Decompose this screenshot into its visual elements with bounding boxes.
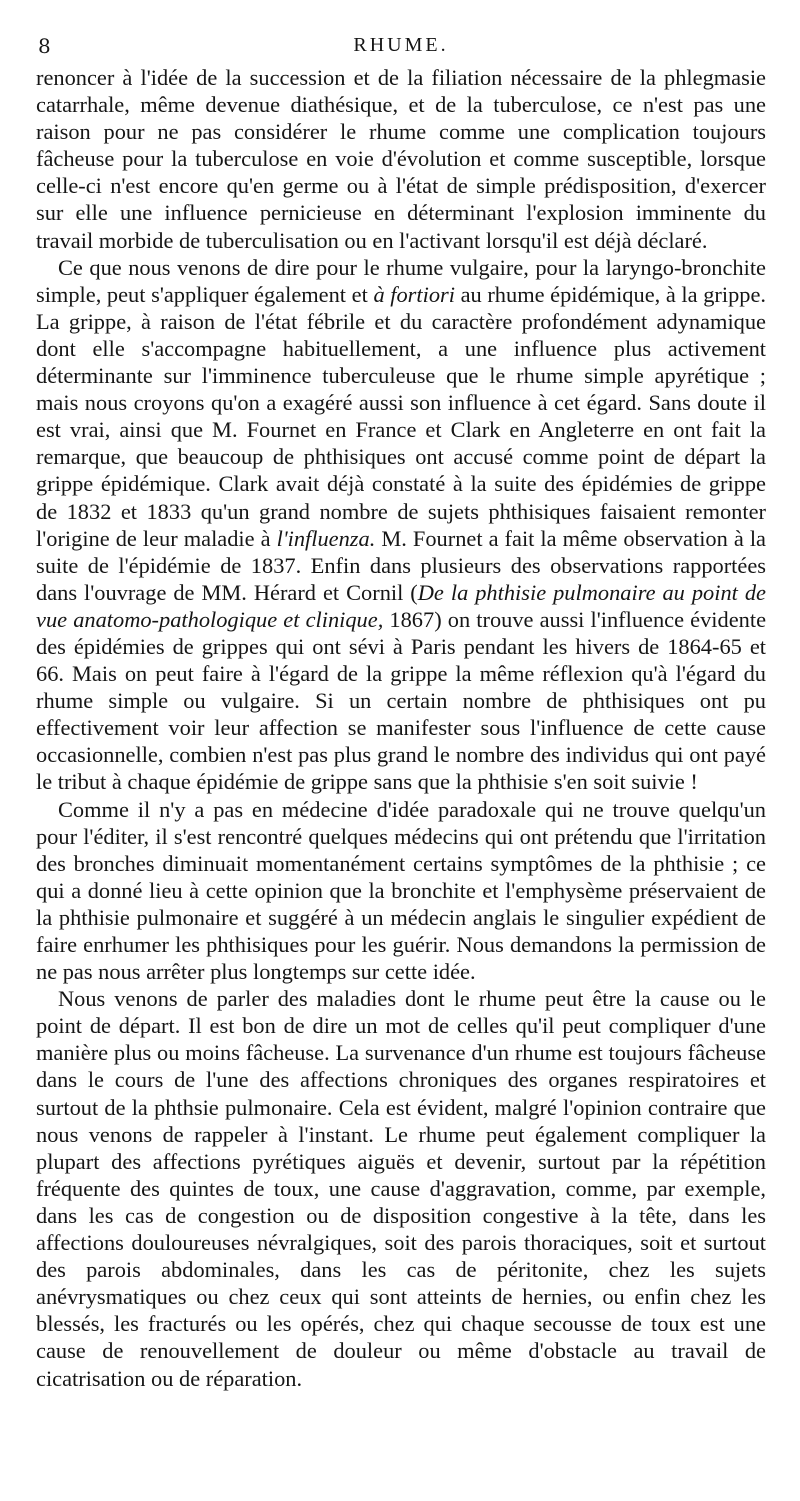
text-run: Comme il n'y a pas en médecine d'idée paradoxale qui ne trouve quelqu'un pour l'éditer, il s'est rencontré quelques médecins qui ont prétendu que l'irritation des bronches diminuait momentanément certains symptômes de la phthisie ; ce qui a donné lieu à cette opinion que la bronchite et l'emphysème préservaient de la phthisie pulmonaire et suggéré à un médecin anglais le singulier expédient de faire enrhumer les phthisiques pour les guérir. Nous demandons la permission de ne pas nous arrêter plus longtemps sur cette idée. (36, 796, 766, 985)
paragraph (36, 254, 766, 796)
paragraph (36, 64, 766, 254)
text-run: renoncer à l'idée de la succession et de la filiation nécessaire de la phlegmasie catarrhale, même devenue diathésique, et de la tuberculose, ce n'est pas une raison pour ne pas considérer le rhume comme une complication toujours fâcheuse pour la tuberculose en voie d'évolution et comme susceptible, lorsque celle-ci n'est encore qu'en germe ou à l'état de simple prédisposition, d'exercer sur elle une influence pernicieuse en déterminant l'explosion imminente du travail morbide de tuberculisation ou en l'activant lorsqu'il est déjà déclaré. (36, 65, 766, 253)
running-title: RHUME. (353, 34, 449, 56)
running-head (36, 28, 766, 64)
text-run: au rhume épidémique, à la grippe. La grippe, à raison de l'état fébrile et du caractère profondément adynamique dont elle s'accompagne habituellement, a une influence plus activement déterminante sur l'imminence tuberculeuse que le rhume simple apyrétique ; mais nous croyons qu'on a exagéré aussi son influence à cet égard. Sans doute il est vrai, ainsi que M. Fournet en France et Clark en Angleterre en ont fait la remarque, que beaucoup de phthisiques ont accusé comme point de départ la grippe épidémique. Clark avait déjà constaté à la suite des épidémies de grippe de 1832 et 1833 qu'un grand nombre de sujets phthisiques faisaient remonter l'origine de leur maladie à (36, 281, 766, 551)
paragraph (36, 796, 766, 986)
text-run: M. Fournet a fait la même observation à la suite de l'épidémie de 1837. Enfin dans plusieurs des observations rapportées dans l'ouvrage de MM. Hérard et Cornil ( (36, 525, 766, 605)
italic-phrase: l'influenza. (276, 525, 376, 551)
body-text (36, 64, 766, 1392)
text-run: Nous venons de parler des maladies dont le rhume peut être la cause ou le point de départ. Il est bon de dire un mot de celles qu'il peut compliquer d'une manière plus ou moins fâcheuse. La survenance d'un rhume est toujours fâcheuse dans le cours de l'une des affections chroniques des organes respiratoires et surtout de la phthsie pulmonaire. Cela est évident, malgré l'opinion contraire que nous venons de rappeler à l'instant. Le rhume peut également compliquer la plupart des affections pyrétiques aiguës et devenir, surtout par la répétition fréquente des quintes de toux, une cause d'aggravation, comme, par exemple, dans les cas de congestion ou de disposition congestive à la tête, dans les affections douloureuses névralgiques, soit des parois thoraciques, soit et surtout des parois abdominales, dans les cas de péritonite, chez les sujets anévrysmatiques ou chez ceux qui sont atteints de hernies, ou enfin chez les blessés, les fracturés ou les opérés, chez qui chaque secousse de toux est une cause de renouvellement de douleur ou même d'obstacle au travail de cicatrisation ou de réparation. (36, 986, 766, 1391)
italic-phrase: à fortiori (373, 281, 455, 307)
page-number: 8 (38, 34, 53, 58)
text-run: Ce que nous venons de dire pour le rhume vulgaire, pour la laryngo-bronchite simple, peut s'appliquer également et (36, 254, 766, 307)
paragraph (36, 985, 766, 1391)
text-run: 1867) on trouve aussi l'influence évidente des épidémies de grippes qui ont sévi à Paris pendant les hivers de 1864-65 et 66. Mais on peut faire à l'égard de la grippe la même réflexion qu'à l'égard du rhume simple ou vulgaire. Si un certain nombre de phthisiques ont pu effectivement voir leur affection se manifester sous l'influence de cette cause occasionnelle, combien n'est pas plus grand le nombre des individus qui ont payé le tribut à chaque épidémie de grippe sans que la phthisie s'en soit suivie ! (36, 606, 767, 795)
italic-phrase: De la phthisie pulmonaire au point de vue anatomo-pathologique et clinique, (36, 579, 766, 632)
